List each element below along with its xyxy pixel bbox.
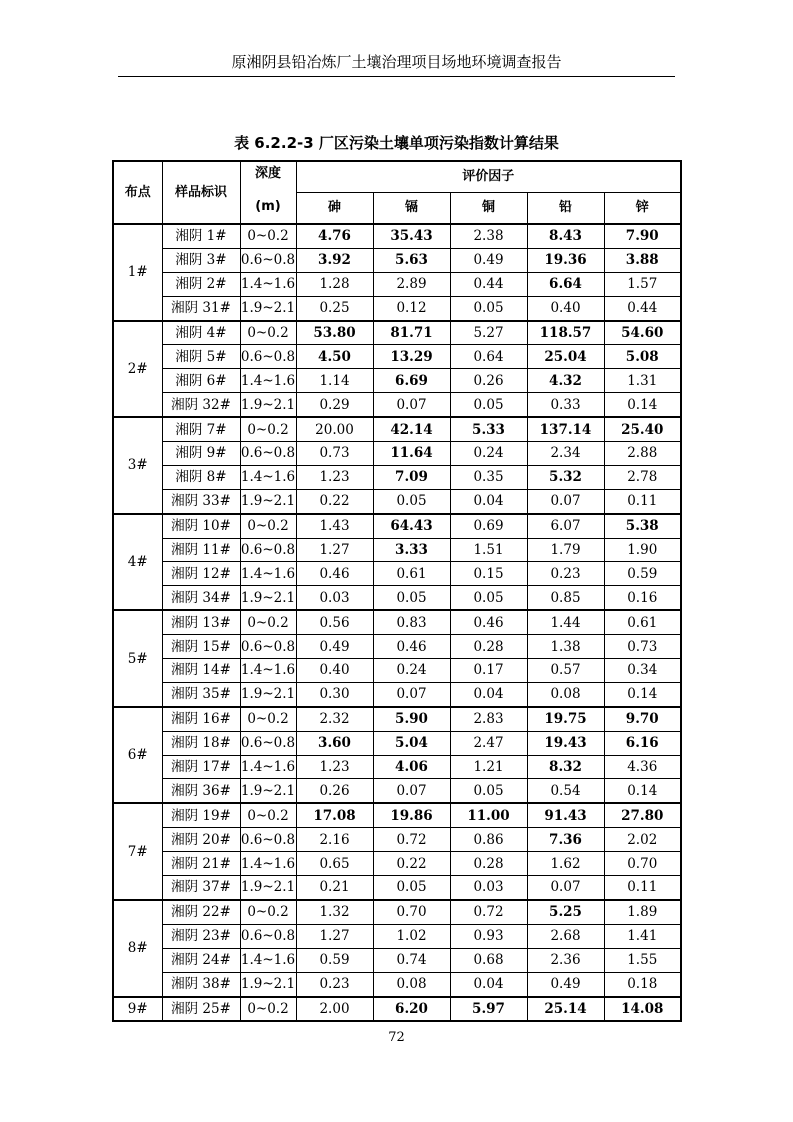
site-cell: 2# (113, 321, 162, 418)
value-zinc-cell: 0.14 (604, 779, 681, 803)
sample-cell: 湘阴 37# (162, 876, 240, 900)
value-cadmium-cell: 0.07 (373, 779, 450, 803)
value-lead-cell: 0.40 (527, 296, 604, 320)
value-arsenic-cell: 0.25 (296, 296, 373, 320)
value-lead-cell: 6.64 (527, 272, 604, 296)
value-arsenic-cell: 17.08 (296, 803, 373, 827)
value-zinc-cell: 0.70 (604, 852, 681, 876)
sample-cell: 湘阴 3# (162, 248, 240, 272)
depth-cell: 0~0.2 (240, 417, 296, 441)
value-cadmium-cell: 11.64 (373, 442, 450, 466)
value-arsenic-cell: 3.92 (296, 248, 373, 272)
value-lead-cell: 0.85 (527, 586, 604, 610)
table-row (113, 272, 681, 296)
value-lead-cell: 0.54 (527, 779, 604, 803)
value-lead-cell: 0.23 (527, 562, 604, 586)
sample-cell: 湘阴 36# (162, 779, 240, 803)
value-lead-cell: 2.68 (527, 924, 604, 948)
header-zinc: 锌 (604, 193, 681, 225)
value-zinc-cell: 54.60 (604, 321, 681, 345)
value-zinc-cell: 1.89 (604, 900, 681, 924)
depth-cell: 1.9~2.1 (240, 586, 296, 610)
value-arsenic-cell: 20.00 (296, 417, 373, 441)
depth-cell: 0~0.2 (240, 321, 296, 345)
header-rule (118, 76, 675, 77)
table-row (113, 997, 681, 1022)
depth-cell: 0.6~0.8 (240, 924, 296, 948)
value-cadmium-cell: 0.74 (373, 948, 450, 972)
value-zinc-cell: 0.11 (604, 489, 681, 513)
sample-cell: 湘阴 17# (162, 755, 240, 779)
value-copper-cell: 0.28 (450, 635, 527, 659)
value-lead-cell: 8.43 (527, 224, 604, 248)
value-cadmium-cell: 0.08 (373, 972, 450, 996)
value-cadmium-cell: 0.24 (373, 659, 450, 683)
value-cadmium-cell: 0.72 (373, 828, 450, 852)
depth-cell: 0~0.2 (240, 610, 296, 634)
site-cell: 8# (113, 900, 162, 997)
value-copper-cell: 0.72 (450, 900, 527, 924)
value-lead-cell: 0.07 (527, 489, 604, 513)
value-arsenic-cell: 0.21 (296, 876, 373, 900)
depth-cell: 0~0.2 (240, 514, 296, 538)
value-zinc-cell: 0.73 (604, 635, 681, 659)
value-lead-cell: 6.07 (527, 514, 604, 538)
value-copper-cell: 0.03 (450, 876, 527, 900)
value-zinc-cell: 0.59 (604, 562, 681, 586)
sample-cell: 湘阴 31# (162, 296, 240, 320)
value-copper-cell: 0.35 (450, 465, 527, 489)
value-lead-cell: 2.36 (527, 948, 604, 972)
value-arsenic-cell: 3.60 (296, 731, 373, 755)
value-cadmium-cell: 0.05 (373, 586, 450, 610)
value-zinc-cell: 0.44 (604, 296, 681, 320)
value-cadmium-cell: 0.61 (373, 562, 450, 586)
sample-cell: 湘阴 14# (162, 659, 240, 683)
value-lead-cell: 2.34 (527, 442, 604, 466)
value-cadmium-cell: 0.07 (373, 393, 450, 417)
value-lead-cell: 8.32 (527, 755, 604, 779)
depth-cell: 1.9~2.1 (240, 296, 296, 320)
depth-cell: 0~0.2 (240, 224, 296, 248)
value-arsenic-cell: 0.56 (296, 610, 373, 634)
table-row (113, 296, 681, 320)
value-cadmium-cell: 2.89 (373, 272, 450, 296)
value-lead-cell: 0.57 (527, 659, 604, 683)
value-cadmium-cell: 0.83 (373, 610, 450, 634)
value-arsenic-cell: 0.26 (296, 779, 373, 803)
table-row (113, 417, 681, 441)
depth-cell: 1.4~1.6 (240, 369, 296, 393)
value-zinc-cell: 9.70 (604, 707, 681, 731)
table-row (113, 900, 681, 924)
value-arsenic-cell: 4.50 (296, 345, 373, 369)
table-row (113, 803, 681, 827)
page-number: 72 (388, 1030, 405, 1045)
sample-cell: 湘阴 5# (162, 345, 240, 369)
header-cadmium: 镉 (373, 193, 450, 225)
value-arsenic-cell: 0.22 (296, 489, 373, 513)
header-factors: 评价因子 (296, 161, 681, 193)
value-zinc-cell: 5.08 (604, 345, 681, 369)
value-cadmium-cell: 0.46 (373, 635, 450, 659)
value-arsenic-cell: 2.32 (296, 707, 373, 731)
value-cadmium-cell: 1.02 (373, 924, 450, 948)
value-copper-cell: 0.04 (450, 972, 527, 996)
sample-cell: 湘阴 22# (162, 900, 240, 924)
site-group (113, 803, 681, 900)
table-row (113, 948, 681, 972)
depth-cell: 0.6~0.8 (240, 538, 296, 562)
value-zinc-cell: 0.11 (604, 876, 681, 900)
value-arsenic-cell: 1.23 (296, 755, 373, 779)
value-arsenic-cell: 0.03 (296, 586, 373, 610)
value-copper-cell: 0.64 (450, 345, 527, 369)
pollution-index-table (112, 160, 682, 1022)
site-cell: 9# (113, 997, 162, 1022)
value-cadmium-cell: 3.33 (373, 538, 450, 562)
value-cadmium-cell: 35.43 (373, 224, 450, 248)
depth-cell: 0.6~0.8 (240, 345, 296, 369)
value-cadmium-cell: 5.04 (373, 731, 450, 755)
value-zinc-cell: 1.55 (604, 948, 681, 972)
header-depth (240, 161, 296, 224)
value-zinc-cell: 1.41 (604, 924, 681, 948)
value-lead-cell: 0.33 (527, 393, 604, 417)
value-copper-cell: 0.24 (450, 442, 527, 466)
value-copper-cell: 0.05 (450, 586, 527, 610)
value-cadmium-cell: 81.71 (373, 321, 450, 345)
header-site: 布点 (113, 161, 162, 224)
depth-cell: 0.6~0.8 (240, 731, 296, 755)
value-arsenic-cell: 1.43 (296, 514, 373, 538)
value-lead-cell: 19.43 (527, 731, 604, 755)
table-row (113, 731, 681, 755)
value-lead-cell: 0.08 (527, 682, 604, 706)
table-row (113, 321, 681, 345)
value-arsenic-cell: 0.46 (296, 562, 373, 586)
value-cadmium-cell: 13.29 (373, 345, 450, 369)
depth-cell: 0~0.2 (240, 900, 296, 924)
depth-cell: 0.6~0.8 (240, 828, 296, 852)
sample-cell: 湘阴 33# (162, 489, 240, 513)
depth-cell: 0.6~0.8 (240, 248, 296, 272)
value-arsenic-cell: 1.23 (296, 465, 373, 489)
value-arsenic-cell: 0.29 (296, 393, 373, 417)
value-copper-cell: 0.93 (450, 924, 527, 948)
value-lead-cell: 118.57 (527, 321, 604, 345)
value-lead-cell: 19.36 (527, 248, 604, 272)
value-cadmium-cell: 64.43 (373, 514, 450, 538)
value-copper-cell: 0.04 (450, 682, 527, 706)
table-row (113, 682, 681, 706)
table-row (113, 345, 681, 369)
table-row (113, 514, 681, 538)
header-copper: 铜 (450, 193, 527, 225)
depth-cell: 1.4~1.6 (240, 852, 296, 876)
site-group (113, 224, 681, 321)
header-sample: 样品标识 (162, 161, 240, 224)
value-copper-cell: 0.68 (450, 948, 527, 972)
sample-cell: 湘阴 10# (162, 514, 240, 538)
value-zinc-cell: 2.78 (604, 465, 681, 489)
value-cadmium-cell: 0.70 (373, 900, 450, 924)
value-arsenic-cell: 0.49 (296, 635, 373, 659)
value-copper-cell: 0.04 (450, 489, 527, 513)
table-row (113, 248, 681, 272)
site-group (113, 900, 681, 997)
sample-cell: 湘阴 32# (162, 393, 240, 417)
sample-cell: 湘阴 20# (162, 828, 240, 852)
depth-cell: 0~0.2 (240, 997, 296, 1022)
depth-cell: 1.4~1.6 (240, 272, 296, 296)
value-lead-cell: 5.32 (527, 465, 604, 489)
site-group (113, 321, 681, 418)
table-row (113, 610, 681, 634)
value-arsenic-cell: 4.76 (296, 224, 373, 248)
depth-cell: 1.9~2.1 (240, 682, 296, 706)
value-cadmium-cell: 0.05 (373, 489, 450, 513)
value-copper-cell: 2.83 (450, 707, 527, 731)
value-lead-cell: 91.43 (527, 803, 604, 827)
value-cadmium-cell: 5.63 (373, 248, 450, 272)
value-zinc-cell: 5.38 (604, 514, 681, 538)
table-row (113, 586, 681, 610)
running-header: 原湘阴县铅冶炼厂土壤治理项目场地环境调查报告 (231, 53, 562, 71)
value-copper-cell: 0.15 (450, 562, 527, 586)
value-copper-cell: 0.28 (450, 852, 527, 876)
value-arsenic-cell: 1.27 (296, 924, 373, 948)
value-copper-cell: 2.38 (450, 224, 527, 248)
value-lead-cell: 7.36 (527, 828, 604, 852)
value-cadmium-cell: 6.69 (373, 369, 450, 393)
value-arsenic-cell: 53.80 (296, 321, 373, 345)
header-arsenic: 砷 (296, 193, 373, 225)
value-copper-cell: 1.21 (450, 755, 527, 779)
depth-cell: 1.4~1.6 (240, 465, 296, 489)
value-arsenic-cell: 0.73 (296, 442, 373, 466)
site-cell: 5# (113, 610, 162, 707)
value-copper-cell: 2.47 (450, 731, 527, 755)
value-lead-cell: 19.75 (527, 707, 604, 731)
site-group (113, 707, 681, 804)
value-copper-cell: 0.26 (450, 369, 527, 393)
sample-cell: 湘阴 12# (162, 562, 240, 586)
value-arsenic-cell: 0.59 (296, 948, 373, 972)
depth-cell: 1.4~1.6 (240, 659, 296, 683)
value-cadmium-cell: 7.09 (373, 465, 450, 489)
depth-cell: 1.9~2.1 (240, 779, 296, 803)
sample-cell: 湘阴 16# (162, 707, 240, 731)
value-copper-cell: 0.17 (450, 659, 527, 683)
table-row (113, 707, 681, 731)
value-zinc-cell: 2.02 (604, 828, 681, 852)
site-group (113, 417, 681, 514)
value-lead-cell: 1.79 (527, 538, 604, 562)
value-copper-cell: 0.69 (450, 514, 527, 538)
depth-cell: 1.4~1.6 (240, 948, 296, 972)
sample-cell: 湘阴 35# (162, 682, 240, 706)
value-lead-cell: 137.14 (527, 417, 604, 441)
value-copper-cell: 0.86 (450, 828, 527, 852)
site-group (113, 997, 681, 1022)
table-row (113, 442, 681, 466)
value-arsenic-cell: 1.14 (296, 369, 373, 393)
value-lead-cell: 1.62 (527, 852, 604, 876)
table-row (113, 465, 681, 489)
sample-cell: 湘阴 21# (162, 852, 240, 876)
value-zinc-cell: 3.88 (604, 248, 681, 272)
value-copper-cell: 0.05 (450, 393, 527, 417)
value-zinc-cell: 2.88 (604, 442, 681, 466)
table-caption: 表 6.2.2-3 厂区污染土壤单项污染指数计算结果 (234, 134, 559, 152)
table-row (113, 562, 681, 586)
value-cadmium-cell: 4.06 (373, 755, 450, 779)
value-lead-cell: 5.25 (527, 900, 604, 924)
sample-cell: 湘阴 38# (162, 972, 240, 996)
site-group (113, 610, 681, 707)
table-row (113, 755, 681, 779)
value-copper-cell: 1.51 (450, 538, 527, 562)
site-cell: 6# (113, 707, 162, 804)
value-lead-cell: 0.07 (527, 876, 604, 900)
value-cadmium-cell: 0.12 (373, 296, 450, 320)
sample-cell: 湘阴 15# (162, 635, 240, 659)
depth-cell: 0.6~0.8 (240, 635, 296, 659)
value-zinc-cell: 0.61 (604, 610, 681, 634)
value-zinc-cell: 25.40 (604, 417, 681, 441)
value-arsenic-cell: 0.23 (296, 972, 373, 996)
value-zinc-cell: 0.34 (604, 659, 681, 683)
value-arsenic-cell: 1.32 (296, 900, 373, 924)
sample-cell: 湘阴 1# (162, 224, 240, 248)
value-zinc-cell: 1.31 (604, 369, 681, 393)
value-copper-cell: 0.46 (450, 610, 527, 634)
value-cadmium-cell: 42.14 (373, 417, 450, 441)
value-copper-cell: 0.05 (450, 296, 527, 320)
sample-cell: 湘阴 2# (162, 272, 240, 296)
value-cadmium-cell: 5.90 (373, 707, 450, 731)
sample-cell: 湘阴 9# (162, 442, 240, 466)
value-lead-cell: 25.14 (527, 997, 604, 1022)
value-copper-cell: 5.97 (450, 997, 527, 1022)
value-arsenic-cell: 0.65 (296, 852, 373, 876)
depth-cell: 0~0.2 (240, 803, 296, 827)
site-cell: 3# (113, 417, 162, 514)
depth-cell: 1.9~2.1 (240, 489, 296, 513)
value-arsenic-cell: 1.27 (296, 538, 373, 562)
value-cadmium-cell: 0.07 (373, 682, 450, 706)
sample-cell: 湘阴 8# (162, 465, 240, 489)
value-zinc-cell: 6.16 (604, 731, 681, 755)
value-cadmium-cell: 0.05 (373, 876, 450, 900)
value-lead-cell: 25.04 (527, 345, 604, 369)
value-zinc-cell: 14.08 (604, 997, 681, 1022)
value-lead-cell: 1.44 (527, 610, 604, 634)
depth-cell: 0.6~0.8 (240, 442, 296, 466)
header-depth-label: 深度 (254, 166, 281, 181)
site-group (113, 514, 681, 611)
value-arsenic-cell: 1.28 (296, 272, 373, 296)
value-zinc-cell: 7.90 (604, 224, 681, 248)
value-arsenic-cell: 0.30 (296, 682, 373, 706)
sample-cell: 湘阴 23# (162, 924, 240, 948)
header-depth-unit: (m) (255, 199, 281, 214)
table-row (113, 393, 681, 417)
sample-cell: 湘阴 34# (162, 586, 240, 610)
sample-cell: 湘阴 24# (162, 948, 240, 972)
sample-cell: 湘阴 25# (162, 997, 240, 1022)
sample-cell: 湘阴 13# (162, 610, 240, 634)
sample-cell: 湘阴 19# (162, 803, 240, 827)
depth-cell: 0~0.2 (240, 707, 296, 731)
value-zinc-cell: 0.16 (604, 586, 681, 610)
value-zinc-cell: 0.18 (604, 972, 681, 996)
site-cell: 4# (113, 514, 162, 611)
value-cadmium-cell: 0.22 (373, 852, 450, 876)
value-zinc-cell: 27.80 (604, 803, 681, 827)
sample-cell: 湘阴 6# (162, 369, 240, 393)
value-copper-cell: 5.27 (450, 321, 527, 345)
value-zinc-cell: 0.14 (604, 393, 681, 417)
table-row (113, 828, 681, 852)
table-row (113, 972, 681, 996)
value-arsenic-cell: 0.40 (296, 659, 373, 683)
value-zinc-cell: 4.36 (604, 755, 681, 779)
depth-cell: 1.9~2.1 (240, 972, 296, 996)
depth-cell: 1.4~1.6 (240, 562, 296, 586)
depth-cell: 1.9~2.1 (240, 393, 296, 417)
value-lead-cell: 0.49 (527, 972, 604, 996)
site-cell: 1# (113, 224, 162, 321)
table-row (113, 852, 681, 876)
table-header (113, 161, 681, 224)
sample-cell: 湘阴 4# (162, 321, 240, 345)
value-copper-cell: 0.44 (450, 272, 527, 296)
table-row (113, 924, 681, 948)
value-zinc-cell: 1.57 (604, 272, 681, 296)
value-cadmium-cell: 19.86 (373, 803, 450, 827)
depth-cell: 1.4~1.6 (240, 755, 296, 779)
site-cell: 7# (113, 803, 162, 900)
header-lead: 铅 (527, 193, 604, 225)
value-copper-cell: 5.33 (450, 417, 527, 441)
value-arsenic-cell: 2.16 (296, 828, 373, 852)
value-copper-cell: 0.05 (450, 779, 527, 803)
sample-cell: 湘阴 11# (162, 538, 240, 562)
table-row (113, 779, 681, 803)
table-row (113, 224, 681, 248)
table-row (113, 659, 681, 683)
value-zinc-cell: 1.90 (604, 538, 681, 562)
table-row (113, 369, 681, 393)
sample-cell: 湘阴 18# (162, 731, 240, 755)
value-lead-cell: 1.38 (527, 635, 604, 659)
depth-cell: 1.9~2.1 (240, 876, 296, 900)
table-row (113, 876, 681, 900)
value-arsenic-cell: 2.00 (296, 997, 373, 1022)
value-cadmium-cell: 6.20 (373, 997, 450, 1022)
value-copper-cell: 11.00 (450, 803, 527, 827)
value-copper-cell: 0.49 (450, 248, 527, 272)
value-zinc-cell: 0.14 (604, 682, 681, 706)
sample-cell: 湘阴 7# (162, 417, 240, 441)
value-lead-cell: 4.32 (527, 369, 604, 393)
table-row (113, 635, 681, 659)
table-row (113, 489, 681, 513)
table-row (113, 538, 681, 562)
